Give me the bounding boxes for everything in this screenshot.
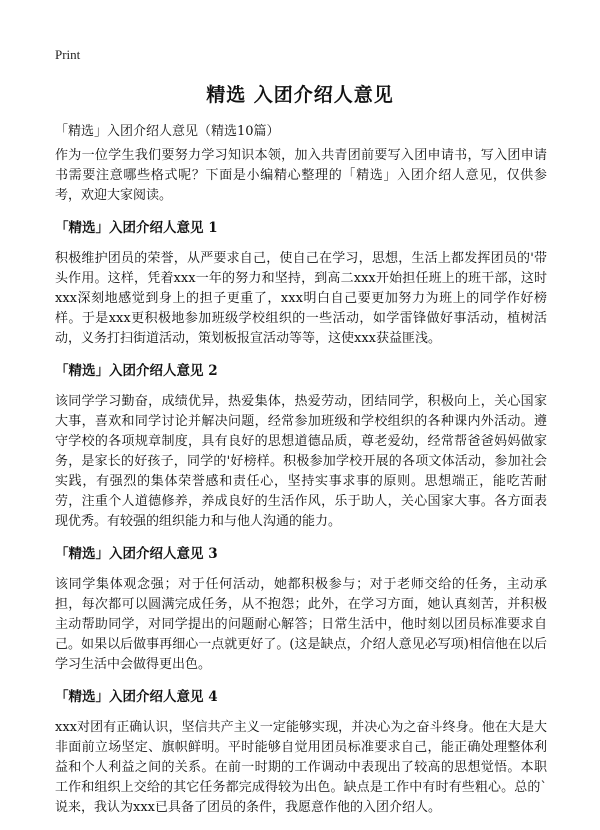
section-heading: 「精选」入团介绍人意见 2	[55, 363, 218, 379]
section-paragraph: 积极维护团员的荣誉，从严要求自己，使自己在学习，思想，生活上都发挥团员的'带头作用。这样，凭着xxx一年的努力和坚持，到高二xxx开始担任班上的班干部，这时xxx深刻地感觉到身上的担子更重了，xxx明白自己要更加努力为班上的同学作好榜样。于是xxx更积极地参加班级学校组织的一些活动，如学雷锋做好事活动，植树活动，义务打扫街道活动，策划板报宣活动等等，这使xxx获益匪浅。	[55, 251, 547, 346]
section-3	[55, 544, 547, 675]
section-paragraph: 该同学集体观念强；对于任何活动，她都积极参与；对于老师交给的任务，主动承担，每次都可以圆满完成任务，从不抱怨；此外，在学习方面，她认真刻苦，并积极主动帮助同学，对同学提出的问题耐心解答；日常生活中，他时刻以团员标准要求自己。如果以后做事再细心一点就更好了。(这是缺点，介绍人意见必写项)相信他在以后学习生活中会做得更出色。	[55, 577, 547, 672]
section-heading: 「精选」入团介绍人意见 3	[55, 546, 218, 562]
section-paragraph: 该同学学习勤奋，成绩优异，热爱集体，热爱劳动，团结同学，积极向上，关心国家大事，喜欢和同学讨论并解决问题，经常参加班级和学校组织的各种课内外活动。遵守学校的各项规章制度，具有良好的思想道德品质，尊老爱幼，经常帮爸爸妈妈做家务，是家长的好孩子，同学的'好榜样。积极参加学校开展的各项文体活动，参加社会实践，有强烈的集体荣誉感和责任心，坚持实事求事的原则。思想端正，能吃苦耐劳，注重个人道德修养，养成良好的生活作风，乐于助人，关心国家大事。各方面表现优秀。有较强的组织能力和与他人沟通的能力。	[55, 394, 547, 529]
section-paragraph: xxx对团有正确认识，坚信共产主义一定能够实现，并决心为之奋斗终身。他在大是大非面前立场坚定、旗帜鲜明。平时能够自觉用团员标准要求自己，能正确处理整体利益和个人利益之间的关系。在前一时期的工作调动中表现出了较高的思想觉悟。本职工作和组织上交给的其它任务都完成得较为出色。缺点是工作中有时有些粗心。总的`说来，我认为xxx已具备了团员的条件，我愿意作他的入团介绍人。	[55, 720, 547, 815]
document-subtitle: 「精选」入团介绍人意见（精选10篇）	[55, 124, 280, 139]
section-heading: 「精选」入团介绍人意见 1	[55, 220, 218, 236]
section-heading: 「精选」入团介绍人意见 4	[55, 689, 218, 705]
section-2	[55, 361, 547, 532]
document-title: 精选 入团介绍人意见	[206, 84, 394, 106]
intro-paragraph: 作为一位学生我们要努力学习知识本领，加入共青团前要写入团申请书，写入团申请书需要注意哪些格式呢？下面是小编精心整理的「精选」入团介绍人意见，仅供参考，欢迎大家阅读。	[55, 148, 547, 203]
section-4	[55, 687, 547, 818]
document-body	[55, 146, 547, 830]
section-1	[55, 218, 547, 349]
print-link[interactable]: Print	[55, 47, 81, 62]
